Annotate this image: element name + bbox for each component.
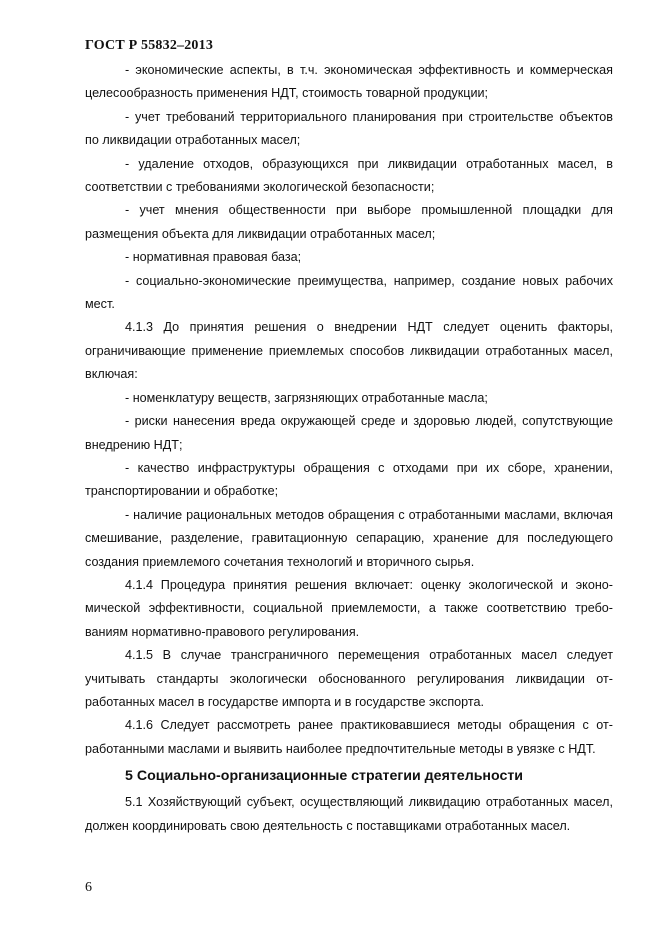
paragraph: - наличие рациональных методов обращения с отработанными маслами, включая смешивание, разделение, гравитационную сепарацию, хранение для последующего создания приемлемого сочетания технологий и вторичного сырья. bbox=[85, 507, 613, 569]
paragraph: - удаление отходов, образующихся при ликвидации отработанных масел, в соответствии с требованиями экологической безопасности; bbox=[85, 156, 613, 195]
paragraph: 4.1.3 До принятия решения о внедрении НДТ следует оценить факторы, ограничивающие применение приемлемых способов ликвидации отработанных масел, включая: bbox=[85, 320, 613, 382]
paragraph: - номенклатуру веществ, загрязняющих отработанные масла; bbox=[125, 390, 488, 405]
paragraph: - риски нанесения вреда окружающей среде и здоровью людей, сопутствующие внедрению НДТ; bbox=[85, 414, 613, 452]
paragraph: - учет требований территориального планирования при строительстве объектов по ликвидации отработанных масел; bbox=[85, 109, 613, 148]
document-header: ГОСТ Р 55832–2013 bbox=[85, 38, 214, 53]
paragraph: - экономические аспекты, в т.ч. экономическая эффективность и коммерческая целесообразность применения НДТ, стоимость товарной продукции; bbox=[85, 63, 613, 101]
paragraph: - учет мнения общественности при выборе промышленной площадки для размещения объекта для ликвидации отработанных масел; bbox=[85, 203, 613, 241]
paragraph: - нормативная правовая база; bbox=[125, 250, 302, 265]
paragraph: - социально-экономические преимущества, например, создание новых рабочих мест. bbox=[85, 273, 613, 312]
paragraph: - качество инфраструктуры обращения с отходами при их сборе, хранении, транспортировании и обработке; bbox=[85, 460, 613, 499]
page-number: 6 bbox=[85, 880, 92, 895]
paragraph: 4.1.6 Следует рассмотреть ранее практиковавшиеся методы обращения с отработанными маслами и выявить наиболее предпочтительные методы в увязке с НДТ. bbox=[85, 718, 613, 756]
document-body bbox=[85, 59, 613, 838]
paragraph: 5.1 Хозяйствующий субъект, осуществляющий ликвидацию отработанных масел, должен координировать свою деятельность с поставщиками отработанных масел. bbox=[85, 795, 613, 833]
section-heading: 5 Социально-организационные стратегии деятельности bbox=[125, 768, 524, 785]
paragraph: 4.1.4 Процедура принятия решения включает: оценку экологической и экономической эффективности, социальной приемлемости, а также соответствию требованиям нормативно-правового регулирования. bbox=[85, 577, 613, 639]
paragraph: 4.1.5 В случае трансграничного перемещения отработанных масел следует учитывать стандарты экологически обоснованного регулирования ликвидации отработанных масел в государстве импорта и в государстве экспорта. bbox=[85, 648, 613, 709]
